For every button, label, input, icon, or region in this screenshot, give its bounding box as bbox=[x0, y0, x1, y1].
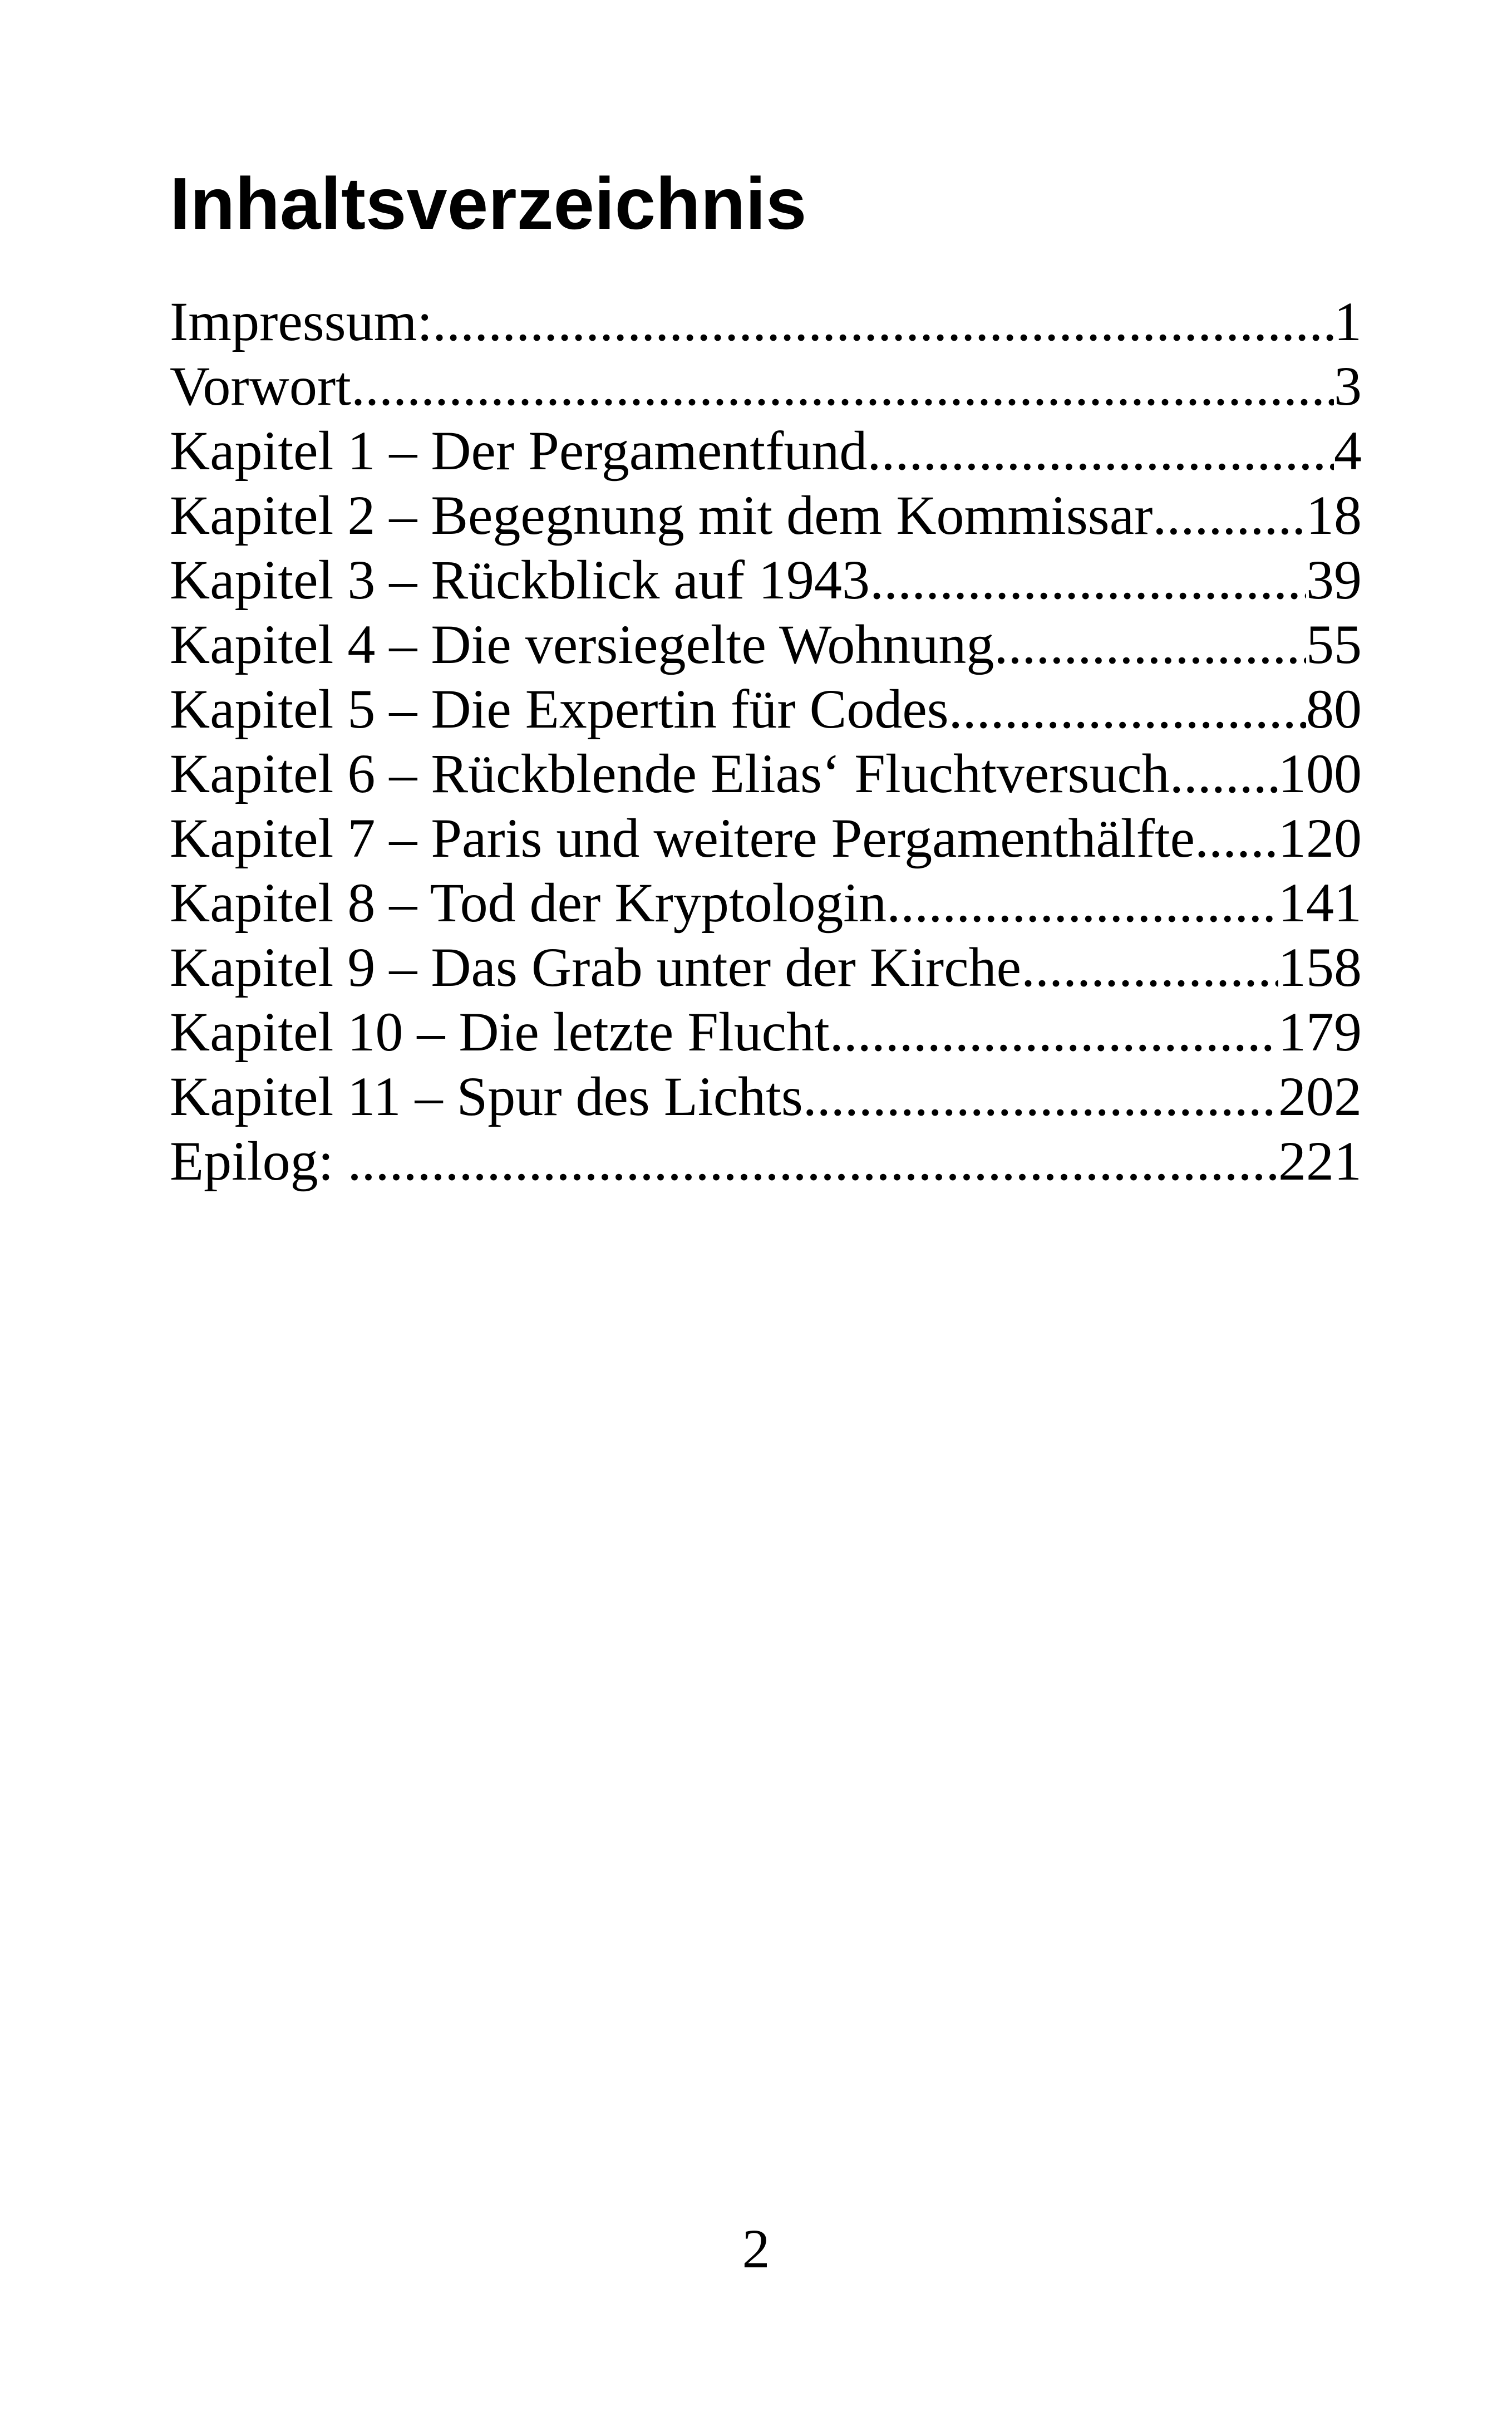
toc-dot-leader bbox=[1195, 806, 1278, 871]
toc-entry-page: 4 bbox=[1334, 420, 1362, 482]
toc-entry-title: Vorwort bbox=[170, 355, 351, 417]
toc-entry bbox=[170, 548, 1362, 612]
toc-dot-leader bbox=[803, 1064, 1278, 1129]
toc-heading: Inhaltsverzeichnis bbox=[170, 163, 807, 244]
toc-entry bbox=[170, 677, 1362, 741]
toc-entry-page: 202 bbox=[1278, 1065, 1362, 1127]
toc-entry-page: 141 bbox=[1278, 872, 1362, 934]
table-of-contents bbox=[170, 289, 1362, 1194]
toc-entry-page: 158 bbox=[1278, 936, 1362, 998]
toc-entry bbox=[170, 806, 1362, 871]
toc-entry bbox=[170, 1064, 1362, 1129]
page-number: 2 bbox=[742, 2218, 770, 2280]
toc-entry-page: 120 bbox=[1278, 807, 1362, 869]
toc-entry-title: Kapitel 3 – Rückblick auf 1943 bbox=[170, 549, 870, 611]
toc-dot-leader bbox=[994, 612, 1306, 677]
toc-dot-leader bbox=[949, 677, 1306, 741]
toc-entry-title: Kapitel 4 – Die versiegelte Wohnung bbox=[170, 613, 994, 675]
toc-entry bbox=[170, 871, 1362, 935]
toc-entry-page: 100 bbox=[1278, 743, 1362, 804]
toc-entry-page: 3 bbox=[1334, 355, 1362, 417]
toc-dot-leader bbox=[347, 1129, 1278, 1194]
toc-dot-leader bbox=[830, 1000, 1278, 1064]
toc-entry bbox=[170, 1129, 1362, 1194]
toc-entry-title: Kapitel 7 – Paris und weitere Pergamenthälfte bbox=[170, 807, 1195, 869]
toc-dot-leader bbox=[870, 548, 1306, 612]
toc-entry bbox=[170, 612, 1362, 677]
toc-entry-title: Kapitel 2 – Begegnung mit dem Kommissar bbox=[170, 484, 1153, 546]
toc-entry-title: Kapitel 8 – Tod der Kryptologin bbox=[170, 872, 887, 934]
toc-dot-leader bbox=[886, 871, 1278, 935]
toc-entry-title: Kapitel 11 – Spur des Lichts bbox=[170, 1065, 803, 1127]
toc-entry-title: Kapitel 6 – Rückblende Elias‘ Fluchtversuch bbox=[170, 743, 1170, 804]
toc-entry-page: 80 bbox=[1306, 678, 1362, 740]
toc-entry-page: 179 bbox=[1278, 1001, 1362, 1063]
toc-entry-page: 39 bbox=[1306, 549, 1362, 611]
toc-dot-leader bbox=[1021, 935, 1278, 1000]
toc-entry-title: Kapitel 9 – Das Grab unter der Kirche bbox=[170, 936, 1021, 998]
toc-entry-title: Impressum: bbox=[170, 291, 433, 352]
toc-entry bbox=[170, 1000, 1362, 1064]
toc-entry-title: Kapitel 1 – Der Pergamentfund bbox=[170, 420, 868, 482]
toc-entry bbox=[170, 289, 1362, 354]
toc-entry-title: Kapitel 10 – Die letzte Flucht bbox=[170, 1001, 830, 1063]
toc-dot-leader bbox=[351, 354, 1334, 419]
toc-entry-page: 18 bbox=[1306, 484, 1362, 546]
toc-entry bbox=[170, 935, 1362, 1000]
toc-entry-title: Epilog: bbox=[170, 1130, 348, 1192]
toc-dot-leader bbox=[432, 289, 1334, 354]
toc-entry-page: 1 bbox=[1334, 291, 1362, 352]
toc-entry bbox=[170, 419, 1362, 483]
toc-entry bbox=[170, 741, 1362, 806]
toc-entry-page: 221 bbox=[1278, 1130, 1362, 1192]
toc-entry-page: 55 bbox=[1306, 613, 1362, 675]
toc-dot-leader bbox=[1153, 483, 1306, 548]
toc-dot-leader bbox=[1170, 741, 1278, 806]
toc-dot-leader bbox=[867, 419, 1334, 483]
toc-entry bbox=[170, 354, 1362, 419]
toc-entry-title: Kapitel 5 – Die Expertin für Codes bbox=[170, 678, 949, 740]
toc-entry bbox=[170, 483, 1362, 548]
